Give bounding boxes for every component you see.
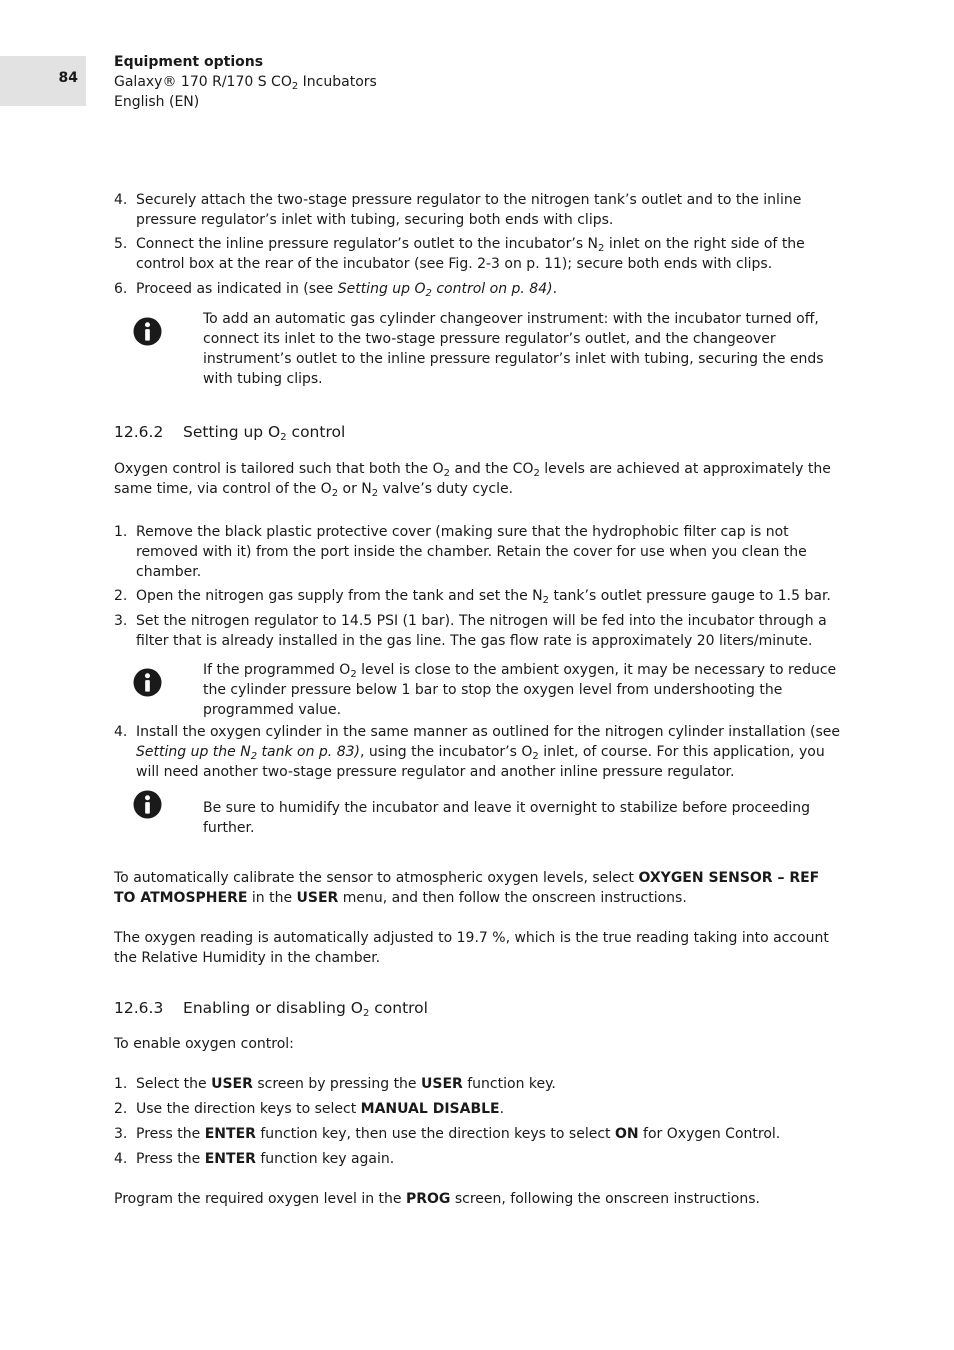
paragraph: To automatically calibrate the sensor to atmospheric oxygen levels, select OXYGEN SENSOR – REF TO ATMOSPHERE in the USER menu, and then follow the onscreen instructions. bbox=[114, 870, 820, 906]
paragraph: The oxygen reading is automatically adjusted to 19.7 %, which is the true reading taking into account the Relative Humidity in the chamber. bbox=[114, 930, 829, 966]
page-content bbox=[114, 190, 842, 1209]
list-item: 3. Set the nitrogen regulator to 14.5 PSI (1 bar). The nitrogen will be fed into the incubator through a filter that is already installed in the gas line. The gas flow rate is approximately 20 liters/minute. bbox=[114, 613, 827, 649]
list-item: 2. Use the direction keys to select MANUAL DISABLE. bbox=[114, 1101, 505, 1117]
list-item: 2. Open the nitrogen gas supply from the tank and set the $N_2$ tank’s outlet pressure gauge to 1.5 bar. bbox=[114, 588, 831, 606]
list-item: 4. Securely attach the two-stage pressure regulator to the nitrogen tank’s outlet and to the inline pressure regulator’s inlet with tubing, securing both ends with clips. bbox=[114, 192, 802, 228]
list-item: 3. Press the ENTER function key, then use the direction keys to select ON for Oxygen Control. bbox=[114, 1126, 781, 1142]
list-item: 4. Install the oxygen cylinder in the same manner as outlined for the nitrogen cylinder installation (see Setting up the $N_2$ tank on p. 83), using the incubator’s $O_2$ inlet, of course. For this application, you will need another two-stage pressure regulator and another inline pressure regulator. bbox=[114, 724, 841, 780]
info-note: To add an automatic gas cylinder changeover instrument: with the incubator turned off, connect its inlet to the two-stage pressure regulator’s outlet, and the changeover instrument’s outlet to the inline pressure regulator’s inlet with tubing, securing the ends with tubing clips. bbox=[114, 309, 842, 389]
list-item: 5. Connect the inline pressure regulator’s outlet to the incubator’s $N_2$ inlet on the right side of the control box at the rear of the incubator (see Fig. 2-3 on p. 11); secure both ends with clips. bbox=[114, 236, 805, 272]
paragraph: Oxygen control is tailored such that both the $O_2$ and the $CO_2$ levels are achieved at approximately the same time, via control of the $O_2$ or $N_2$ valve’s duty cycle. bbox=[114, 461, 831, 499]
section-heading: 12.6.3 Enabling or disabling $O_2$ control bbox=[114, 999, 428, 1019]
header-product: Galaxy® 170 R/170 S $CO_2$ Incubators bbox=[114, 74, 377, 92]
info-note: Be sure to humidify the incubator and leave it overnight to stabilize before proceeding further. bbox=[114, 798, 842, 838]
info-note: If the programmed $O_2$ level is close to the ambient oxygen, it may be necessary to reduce the cylinder pressure below 1 bar to stop the oxygen level from undershooting the programmed value. bbox=[114, 660, 842, 720]
list-item: 1. Select the USER screen by pressing the USER function key. bbox=[114, 1076, 556, 1092]
page-number: 84 bbox=[58, 70, 78, 86]
info-icon bbox=[133, 790, 162, 819]
paragraph: To enable oxygen control: bbox=[114, 1036, 294, 1052]
list-item: 1. Remove the black plastic protective cover (making sure that the hydrophobic filter cap is not removed with it) from the port inside the chamber. Retain the cover for use when you clean the chamber. bbox=[114, 524, 807, 580]
list-item: 6. Proceed as indicated in (see Setting up $O_2$ control on p. 84). bbox=[114, 281, 558, 299]
header-title: Equipment options bbox=[114, 54, 264, 70]
page-header bbox=[114, 52, 377, 112]
section-heading: 12.6.2 Setting up $O_2$ control bbox=[114, 423, 346, 443]
info-icon bbox=[133, 668, 162, 697]
info-icon bbox=[133, 317, 162, 346]
paragraph: Program the required oxygen level in the PROG screen, following the onscreen instructions. bbox=[114, 1191, 760, 1207]
header-language: English (EN) bbox=[114, 94, 200, 110]
list-item: 4. Press the ENTER function key again. bbox=[114, 1151, 395, 1167]
